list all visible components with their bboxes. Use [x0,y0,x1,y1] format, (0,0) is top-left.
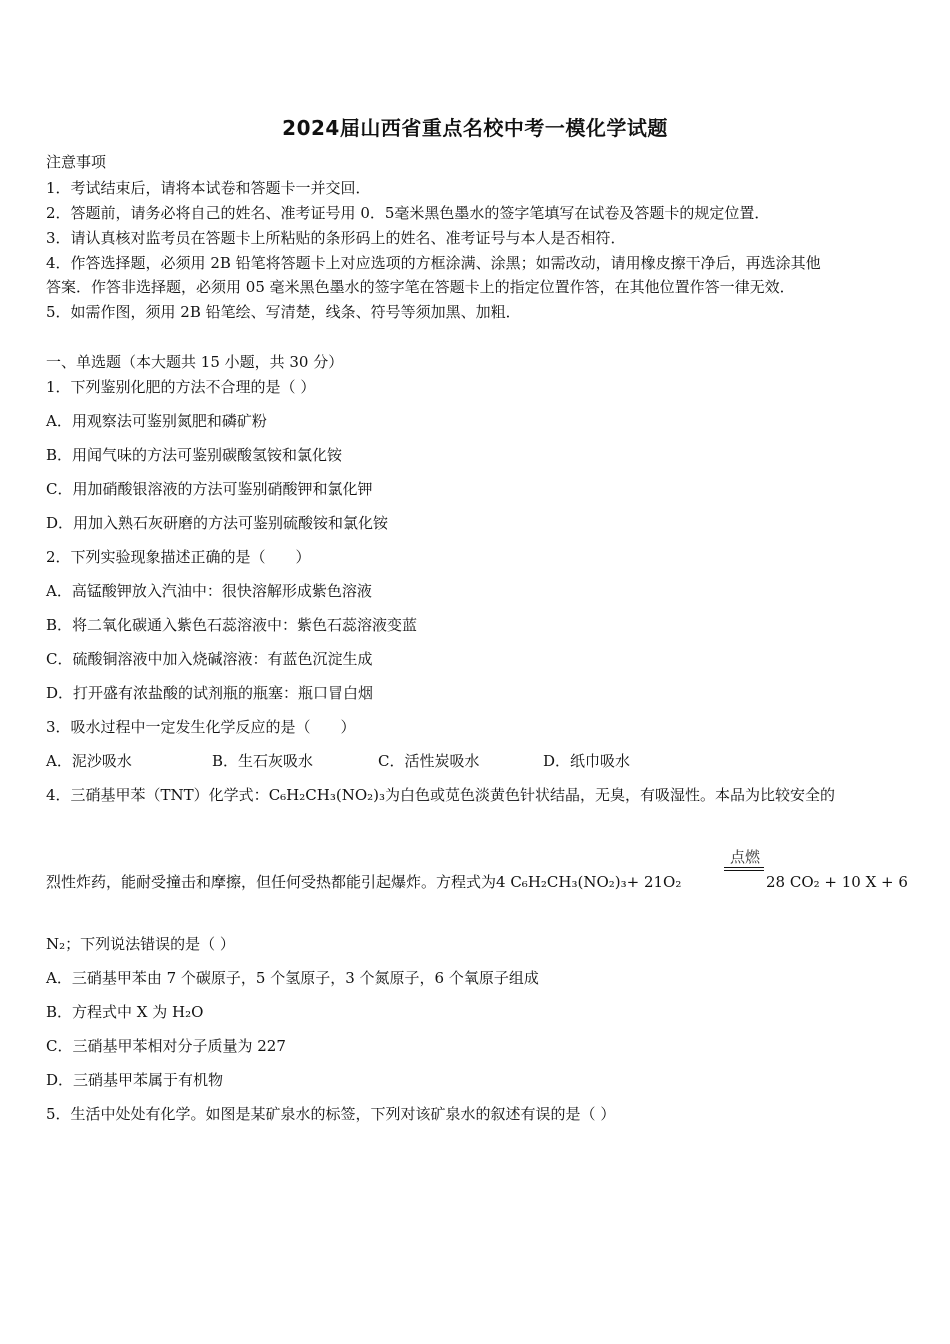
notice-item-1: 1．考试结束后，请将本试卷和答题卡一并交回． [46,179,371,197]
q4-line-2 [46,872,681,892]
notice-item-4: 4．作答选择题，必须用 2B 铅笔将答题卡上对应选项的方框涂满、涂黑；如需改动，请用橡皮擦干净后，再选涂其他 [46,254,821,272]
q4-option-d: D．三硝基甲苯属于有机物 [46,1071,224,1089]
q4-option-b: B．方程式中 X 为 H₂O [46,1003,204,1021]
q2-option-a: A．高锰酸钾放入汽油中：很快溶解形成紫色溶液 [46,582,372,600]
q4-line-3: N₂；下列说法错误的是（ ） [46,935,235,953]
q4-line-2-pre: 烈性炸药，能耐受撞击和摩擦，但任何受热都能引起爆炸。方程式为 [46,873,497,891]
notice-item-3: 3．请认真核对监考员在答题卡上所粘贴的条形码上的姓名、准考证号与本人是否相符． [46,229,626,247]
q3-option-c: C．活性炭吸水 [378,752,480,770]
q5-stem: 5．生活中处处有化学。如图是某矿泉水的标签，下列对该矿泉水的叙述有误的是（ ） [46,1105,616,1123]
reaction-condition: 点燃 [729,848,760,866]
q2-option-b: B．将二氧化碳通入紫色石蕊溶液中：紫色石蕊溶液变蓝 [46,616,418,634]
q4-formula: C₆H₂CH₃(NO₂)₃ [268,786,385,804]
q3-option-b: B．生石灰吸水 [212,752,314,770]
q4-equation-products: 28 CO₂ + 10 X + 6 [766,873,908,891]
q4-line-1-pre: 4．三硝基甲苯（TNT）化学式： [46,786,269,804]
q2-option-c: C．硫酸铜溶液中加入烧碱溶液：有蓝色沉淀生成 [46,650,373,668]
q4-option-c: C．三硝基甲苯相对分子质量为 227 [46,1037,286,1055]
q1-option-d: D．用加入熟石灰研磨的方法可鉴别硫酸铵和氯化铵 [46,514,389,532]
q4-line-1 [46,785,835,805]
equation-bar-bottom [724,870,764,871]
q4-option-a: A．三硝基甲苯由 7 个碳原子，5 个氢原子，3 个氮原子，6 个氧原子组成 [46,969,539,987]
q1-stem: 1．下列鉴别化肥的方法不合理的是（ ） [46,378,316,396]
q3-option-a: A．泥沙吸水 [46,752,132,770]
q2-stem: 2．下列实验现象描述正确的是（ ） [46,548,311,566]
q1-option-a: A．用观察法可鉴别氮肥和磷矿粉 [46,412,267,430]
notice-item-2: 2．答题前，请务必将自己的姓名、准考证号用 0．5毫米黑色墨水的签字笔填写在试卷及答题卡的规定位置． [46,204,770,222]
q3-stem: 3．吸水过程中一定发生化学反应的是（ ） [46,718,356,736]
q4-equation-reactants: 4 C₆H₂CH₃(NO₂)₃+ 21O₂ [496,873,682,891]
q1-option-b: B．用闻气味的方法可鉴别碳酸氢铵和氯化铵 [46,446,343,464]
section-heading: 一、单选题（本大题共 15 小题，共 30 分） [46,353,344,371]
q4-line-1-post: 为白色或苋色淡黄色针状结晶，无臭，有吸湿性。本品为比较安全的 [385,786,836,804]
notice-item-4-cont: 答案．作答非选择题，必须用 05 毫米黑色墨水的签字笔在答题卡上的指定位置作答，在其他位置作答一律无效． [46,278,795,296]
notice-item-5: 5．如需作图，须用 2B 铅笔绘、写清楚，线条、符号等须加黑、加粗． [46,303,521,321]
exam-title: 2024届山西省重点名校中考一模化学试题 [282,116,668,140]
notice-heading: 注意事项 [46,153,107,171]
q3-options [46,751,630,771]
equation-bar-top [724,867,764,868]
q1-option-c: C．用加硝酸银溶液的方法可鉴别硝酸钾和氯化钾 [46,480,373,498]
q3-option-d: D．纸巾吸水 [543,752,631,770]
q2-option-d: D．打开盛有浓盐酸的试剂瓶的瓶塞：瓶口冒白烟 [46,684,374,702]
